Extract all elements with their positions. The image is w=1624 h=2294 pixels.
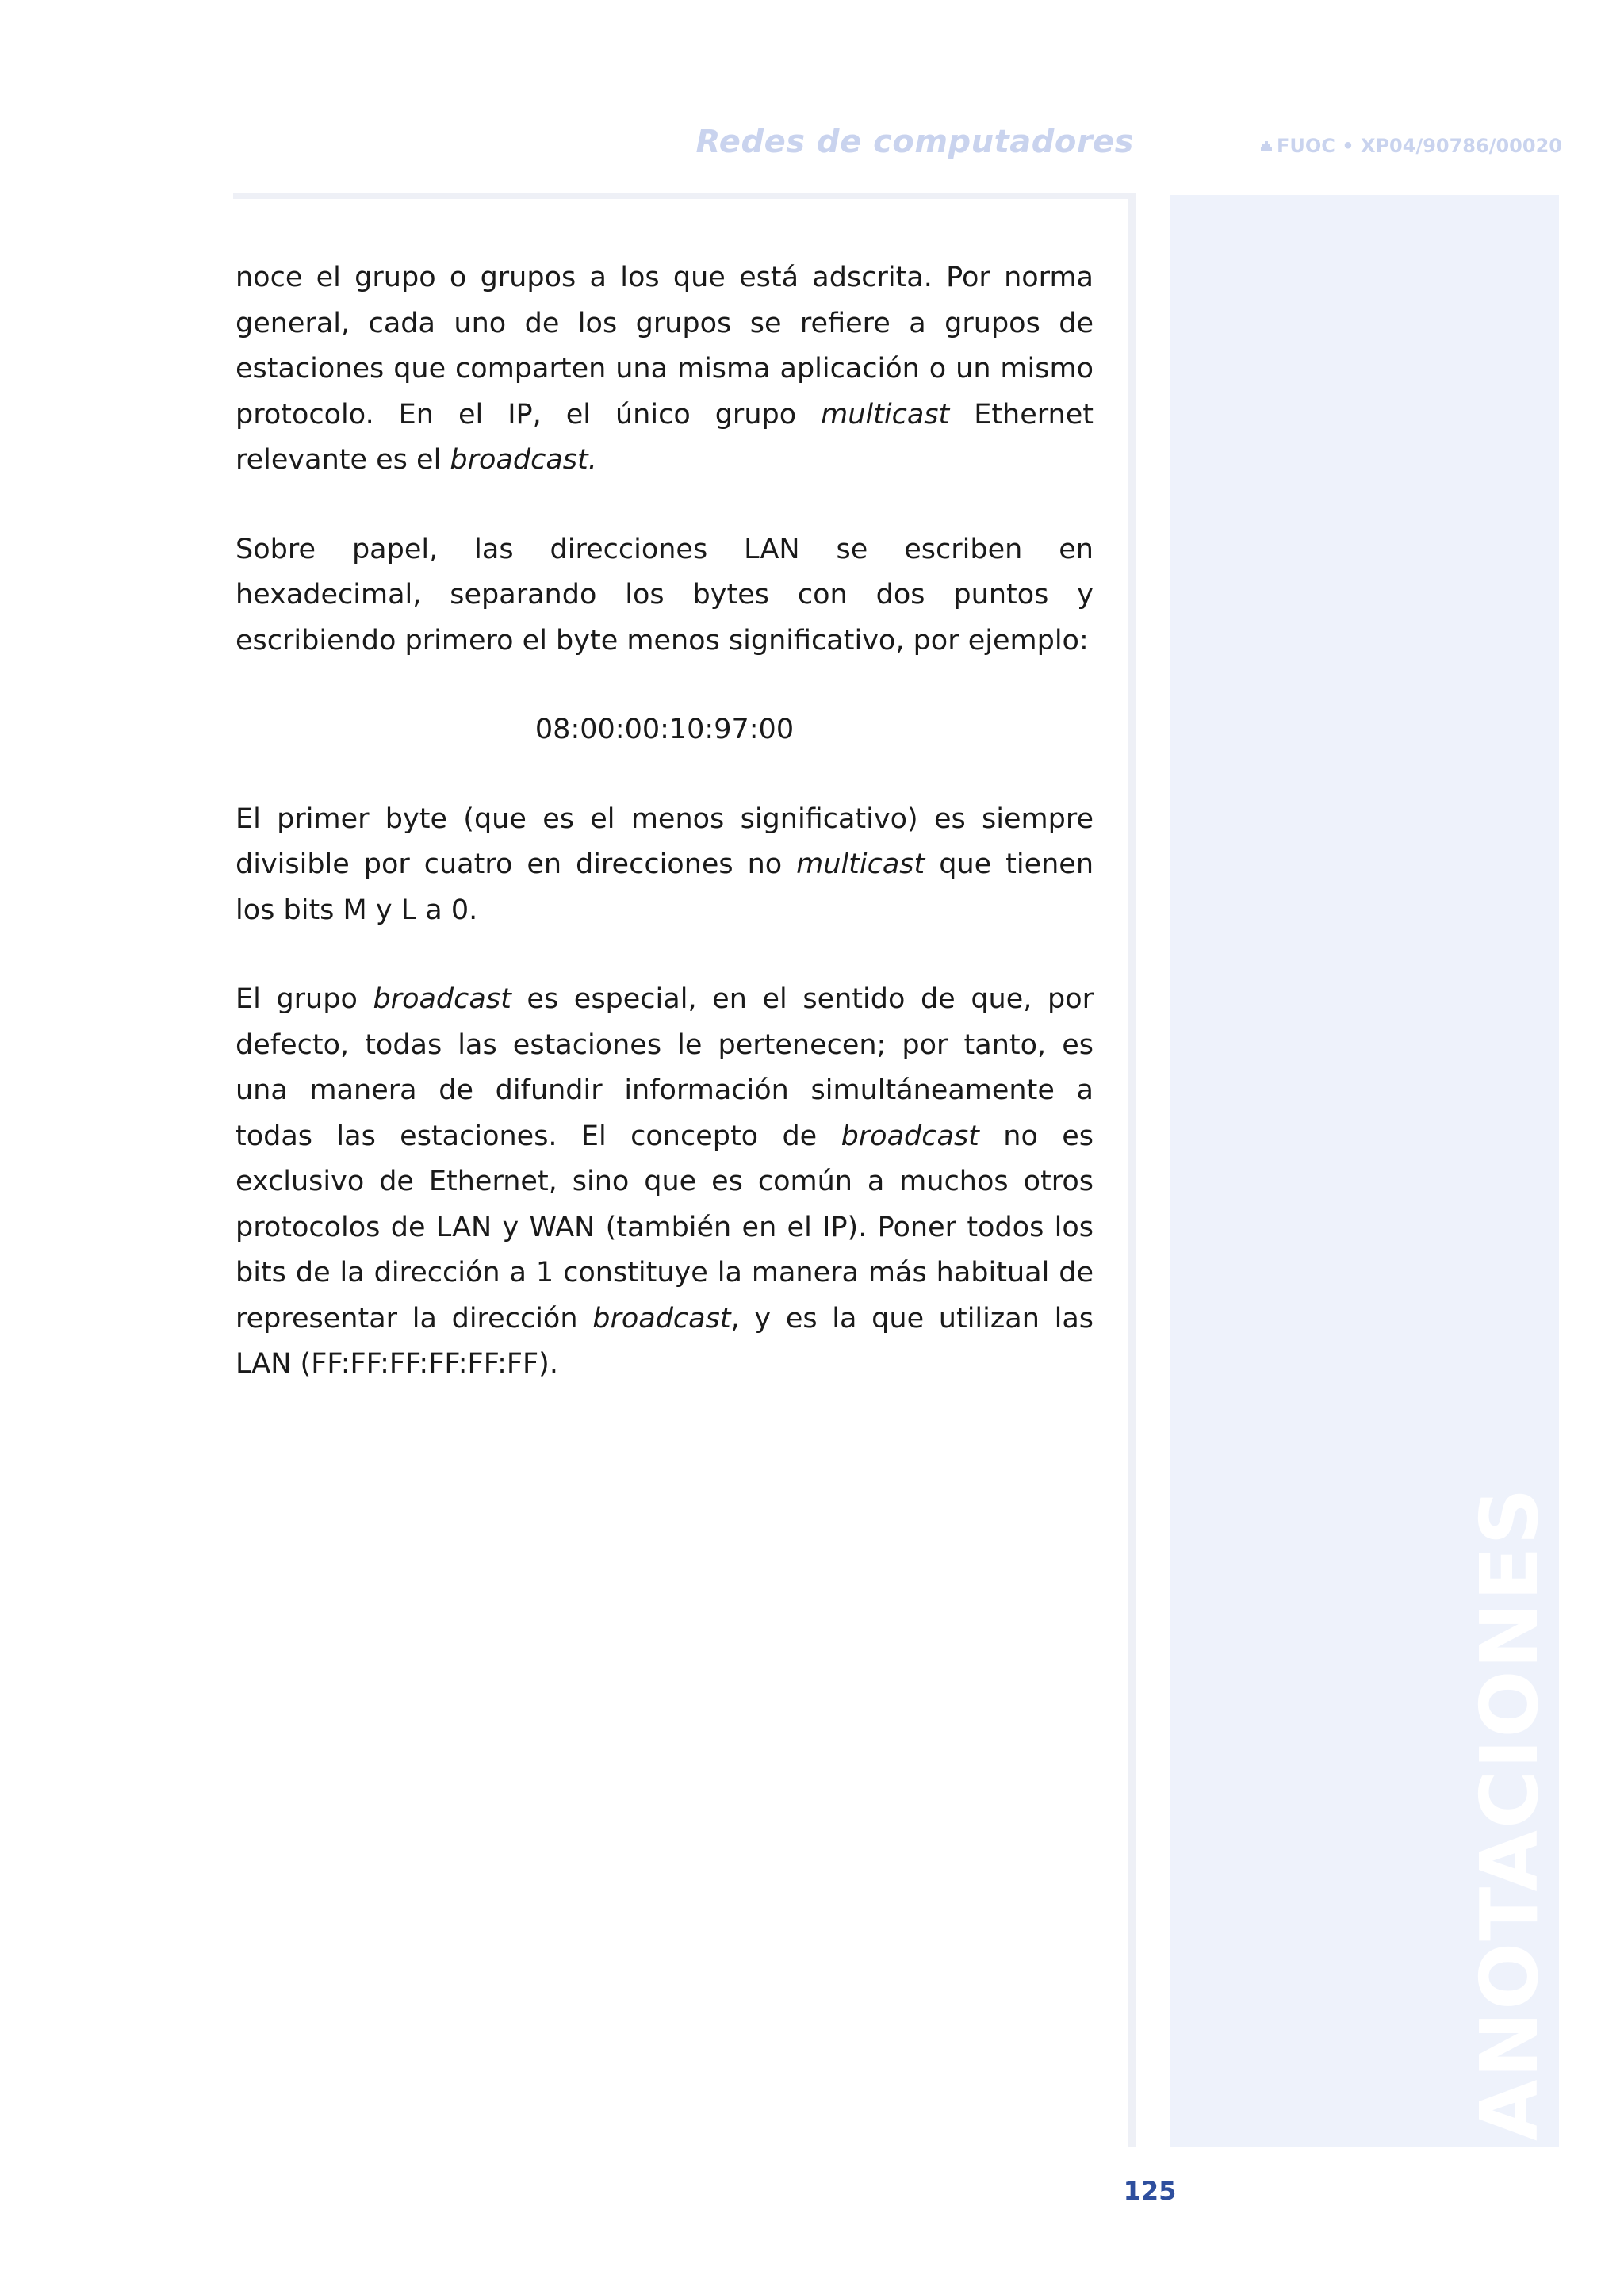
frame-top-rule: [233, 193, 1136, 199]
paragraph-3: El primer byte (que es el menos significativo) es siempre divisible por cuatro en direcciones no multicast que tienen los bits M y L a 0.: [236, 802, 1094, 926]
document-code: FUOC • XP04/90786/00020: [1277, 135, 1562, 157]
paragraph-1: noce el grupo o grupos a los que está adscrita. Por norma general, cada uno de los grupos se refiere a grupos de estaciones que comparten una misma aplicación o un mismo protocolo. En el IP, el único grupo multicast Ethernet relevante es el broadcast.: [236, 262, 1094, 476]
annotations-label: ANOTACIONES: [1463, 1486, 1556, 2141]
page-number: 125: [1123, 2176, 1177, 2206]
example-address: 08:00:00:10:97:00: [534, 714, 795, 745]
paragraph-2: Sobre papel, las direcciones LAN se escriben en hexadecimal, separando los bytes con dos puntos y escribiendo primero el byte menos significativo, por ejemplo:: [236, 533, 1094, 657]
running-header-title: Redes de computadores: [695, 124, 1134, 160]
main-content: [236, 255, 1094, 1431]
paragraph-4: El grupo broadcast es especial, en el sentido de que, por defecto, todas las estaciones le pertenecen; por tanto, es una manera de difundir información simultáneamente a todas las estaciones. El concepto de broadcast no es exclusivo de Ethernet, sino que es común a muchos otros protocolos de LAN y WAN (también en el IP). Poner todos los bits de la dirección a 1 constituye la manera más habitual de representar la dirección broadcast, y es la que utilizan las LAN (FF:FF:FF:FF:FF:FF).: [236, 983, 1094, 1380]
frame-right-rule: [1128, 193, 1136, 2147]
running-header-code: [1259, 135, 1561, 157]
fuoc-logo-icon: [1259, 140, 1274, 153]
